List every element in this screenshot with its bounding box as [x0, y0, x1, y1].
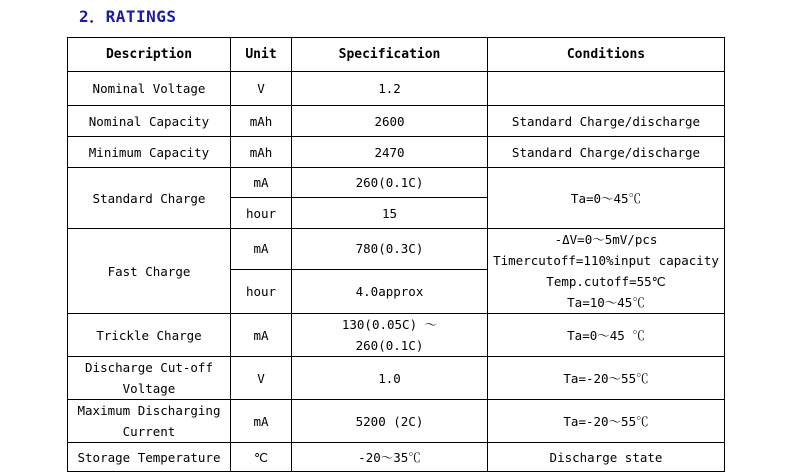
nominal-voltage-unit: V — [231, 72, 292, 106]
standard-charge-specification-hour: 15 — [292, 198, 488, 229]
row-trickle-charge — [68, 314, 725, 357]
max-discharging-description — [68, 400, 231, 443]
discharge-cutoff-unit: V — [231, 357, 292, 400]
standard-charge-conditions: Ta=0～45℃ — [488, 168, 725, 229]
minimum-capacity-conditions: Standard Charge/discharge — [488, 137, 725, 168]
nominal-capacity-unit: mAh — [231, 106, 292, 137]
max-discharging-specification: 5200 (2C) — [292, 400, 488, 443]
header-conditions: Conditions — [488, 38, 725, 72]
header-unit: Unit — [231, 38, 292, 72]
storage-temperature-specification: -20～35℃ — [292, 443, 488, 472]
section-title: 2．RATINGS — [79, 7, 177, 26]
fast-charge-condition-line: -ΔV=0～5mV/pcs — [554, 232, 658, 247]
fast-charge-unit-ma: mA — [231, 229, 292, 270]
discharge-cutoff-description — [68, 357, 231, 400]
trickle-charge-conditions: Ta=0～45 ℃ — [488, 314, 725, 357]
max-discharging-description-line: Current — [122, 424, 176, 439]
ratings-table — [67, 37, 725, 472]
row-storage-temperature — [68, 443, 725, 472]
max-discharging-description-line: Maximum Discharging — [77, 403, 221, 418]
trickle-charge-description: Trickle Charge — [68, 314, 231, 357]
discharge-cutoff-description-line: Voltage — [122, 381, 176, 396]
fast-charge-specification-hour: 4.0approx — [292, 269, 488, 313]
fast-charge-description: Fast Charge — [68, 229, 231, 314]
storage-temperature-unit: ℃ — [231, 443, 292, 472]
standard-charge-description: Standard Charge — [68, 168, 231, 229]
row-minimum-capacity — [68, 137, 725, 168]
trickle-charge-specification — [292, 314, 488, 357]
header-description: Description — [68, 38, 231, 72]
fast-charge-unit-hour: hour — [231, 269, 292, 313]
max-discharging-unit: mA — [231, 400, 292, 443]
nominal-capacity-description: Nominal Capacity — [68, 106, 231, 137]
row-max-discharging — [68, 400, 725, 443]
row-discharge-cutoff — [68, 357, 725, 400]
row-standard-charge-1 — [68, 168, 725, 198]
header-row — [68, 38, 725, 72]
row-nominal-voltage — [68, 72, 725, 106]
minimum-capacity-description: Minimum Capacity — [68, 137, 231, 168]
fast-charge-condition-line: Temp.cutoff=55℃ — [546, 274, 666, 289]
row-fast-charge-1 — [68, 229, 725, 270]
row-nominal-capacity — [68, 106, 725, 137]
discharge-cutoff-conditions: Ta=-20～55℃ — [488, 357, 725, 400]
storage-temperature-description: Storage Temperature — [68, 443, 231, 472]
nominal-voltage-conditions — [488, 72, 725, 106]
discharge-cutoff-description-line: Discharge Cut-off — [85, 360, 213, 375]
nominal-voltage-description: Nominal Voltage — [68, 72, 231, 106]
header-specification: Specification — [292, 38, 488, 72]
fast-charge-conditions — [488, 229, 725, 314]
nominal-capacity-conditions: Standard Charge/discharge — [488, 106, 725, 137]
max-discharging-conditions: Ta=-20～55℃ — [488, 400, 725, 443]
standard-charge-unit-hour: hour — [231, 198, 292, 229]
minimum-capacity-specification: 2470 — [292, 137, 488, 168]
storage-temperature-conditions: Discharge state — [488, 443, 725, 472]
fast-charge-specification-ma: 780(0.3C) — [292, 229, 488, 270]
nominal-voltage-specification: 1.2 — [292, 72, 488, 106]
nominal-capacity-specification: 2600 — [292, 106, 488, 137]
fast-charge-condition-line: Timercutoff=110%input capacity — [493, 253, 719, 268]
trickle-charge-unit: mA — [231, 314, 292, 357]
discharge-cutoff-specification: 1.0 — [292, 357, 488, 400]
trickle-charge-specification-line: 260(0.1C) — [355, 338, 424, 353]
fast-charge-condition-line: Ta=10～45℃ — [567, 295, 645, 310]
standard-charge-specification-ma: 260(0.1C) — [292, 168, 488, 198]
standard-charge-unit-ma: mA — [231, 168, 292, 198]
minimum-capacity-unit: mAh — [231, 137, 292, 168]
trickle-charge-specification-line: 130(0.05C) ～ — [341, 317, 438, 332]
